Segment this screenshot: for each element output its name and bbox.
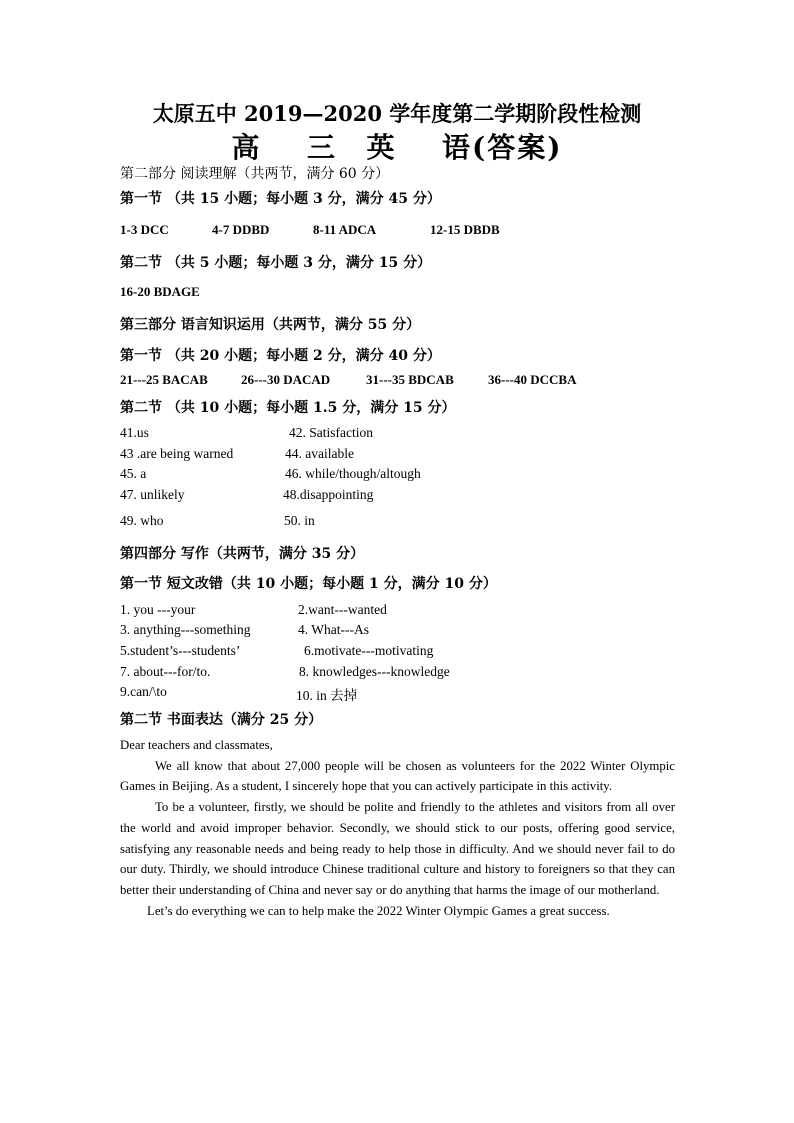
essay-paragraph: We all know that about 27,000 people will be chosen as volunteers for the 2022 Winter Olympic Games in Beijing. As a student, I sincerely hope that you can actively participate in this activity. xyxy=(120,758,675,794)
essay-paragraph: Let’s do everything we can to help make the 2022 Winter Olympic Games a great success. xyxy=(147,903,610,918)
answer-row xyxy=(120,425,373,441)
exam-title: 太原五中 2019—2020 学年度第二学期阶段性检测 xyxy=(152,101,642,126)
correction-right: 6.motivate---motivating xyxy=(304,643,434,658)
correction-left: 5.student’s---students’ xyxy=(120,643,241,658)
correction-right: 10. in 去掉 xyxy=(296,688,358,703)
answer-group: 12-15 DBDB xyxy=(430,222,500,237)
correction-right: 8. knowledges---knowledge xyxy=(299,664,450,679)
essay-greeting: Dear teachers and classmates, xyxy=(120,738,273,752)
answer-right: 42. Satisfaction xyxy=(289,425,373,440)
answer-left: 47. unlikely xyxy=(120,487,185,502)
essay xyxy=(120,735,675,921)
part2-sec2-answers: 16-20 BDAGE xyxy=(120,284,200,299)
answer-group: 26---30 DACAD xyxy=(241,372,331,387)
correction-row xyxy=(120,643,434,659)
answer-group: 21---25 BACAB xyxy=(120,372,208,387)
correction-row xyxy=(120,664,450,680)
part3-sec2-heading: 第二节 （共 10 小题；每小题 1.5 分，满分 15 分） xyxy=(120,400,456,416)
correction-right: 2.want---wanted xyxy=(298,602,387,617)
answer-row xyxy=(120,487,374,503)
answer-right: 44. available xyxy=(285,446,354,461)
correction-left: 7. about---for/to. xyxy=(120,664,211,679)
part2-sec1-answers xyxy=(120,222,620,240)
subtitle-part-3: 英 xyxy=(366,131,397,164)
exam-subtitle xyxy=(0,126,794,166)
answer-group: 4-7 DDBD xyxy=(212,222,270,237)
subtitle-part-2: 三 xyxy=(306,131,337,164)
answer-left: 49. who xyxy=(120,513,164,528)
part2-sec1-heading: 第一节 （共 15 小题；每小题 3 分，满分 45 分） xyxy=(120,191,441,207)
answer-row xyxy=(120,466,421,482)
answer-right: 48.disappointing xyxy=(283,487,374,502)
answer-left: 45. a xyxy=(120,466,147,481)
essay-paragraph: To be a volunteer, firstly, we should be polite and friendly to the athletes and visitors from all over the world and avoid improper behavior. Secondly, we should stick to our posts, offering good service, satisfying any reasonable needs and being ready to help those in difficulty. And we should never fail to do our duty. Thirdly, we should introduce Chinese traditional culture and history to foreigners so that they can better their understanding of China and never say or do anything that harms the image of our motherland. xyxy=(120,800,675,897)
correction-left: 3. anything---something xyxy=(120,622,251,637)
correction-row xyxy=(120,684,358,703)
answer-right: 50. in xyxy=(284,513,315,528)
subtitle-part-1: 高 xyxy=(231,131,262,164)
part4-sec1-heading: 第一节 短文改错（共 10 小题；每小题 1 分，满分 10 分） xyxy=(120,576,497,592)
answer-left: 43 .are being warned xyxy=(120,446,234,461)
answer-group: 36---40 DCCBA xyxy=(488,372,577,387)
correction-left: 9.can/\to xyxy=(120,684,167,699)
part3-heading: 第三部分 语言知识运用（共两节，满分 55 分） xyxy=(120,317,421,333)
answer-row xyxy=(120,513,315,529)
part2-sec2-heading: 第二节 （共 5 小题；每小题 3 分，满分 15 分） xyxy=(120,255,432,271)
correction-left: 1. you ---your xyxy=(120,602,196,617)
subtitle-part-4: 语(答案) xyxy=(442,131,563,164)
correction-row xyxy=(120,602,387,618)
part2-heading: 第二部分 阅读理解（共两节，满分 60 分） xyxy=(120,166,390,182)
answer-right: 46. while/though/altough xyxy=(285,466,421,481)
answer-group: 31---35 BDCAB xyxy=(366,372,454,387)
answer-group: 1-3 DCC xyxy=(120,222,169,237)
correction-right: 4. What---As xyxy=(298,622,369,637)
part3-sec1-answers xyxy=(120,372,620,390)
answer-left: 41.us xyxy=(120,425,149,440)
correction-row xyxy=(120,622,369,638)
part4-sec2-heading: 第二节 书面表达（满分 25 分） xyxy=(120,712,323,728)
part3-sec1-heading: 第一节 （共 20 小题；每小题 2 分，满分 40 分） xyxy=(120,348,441,364)
part4-heading: 第四部分 写作（共两节，满分 35 分） xyxy=(120,546,365,562)
answer-row xyxy=(120,446,354,462)
answer-group: 8-11 ADCA xyxy=(313,222,377,237)
